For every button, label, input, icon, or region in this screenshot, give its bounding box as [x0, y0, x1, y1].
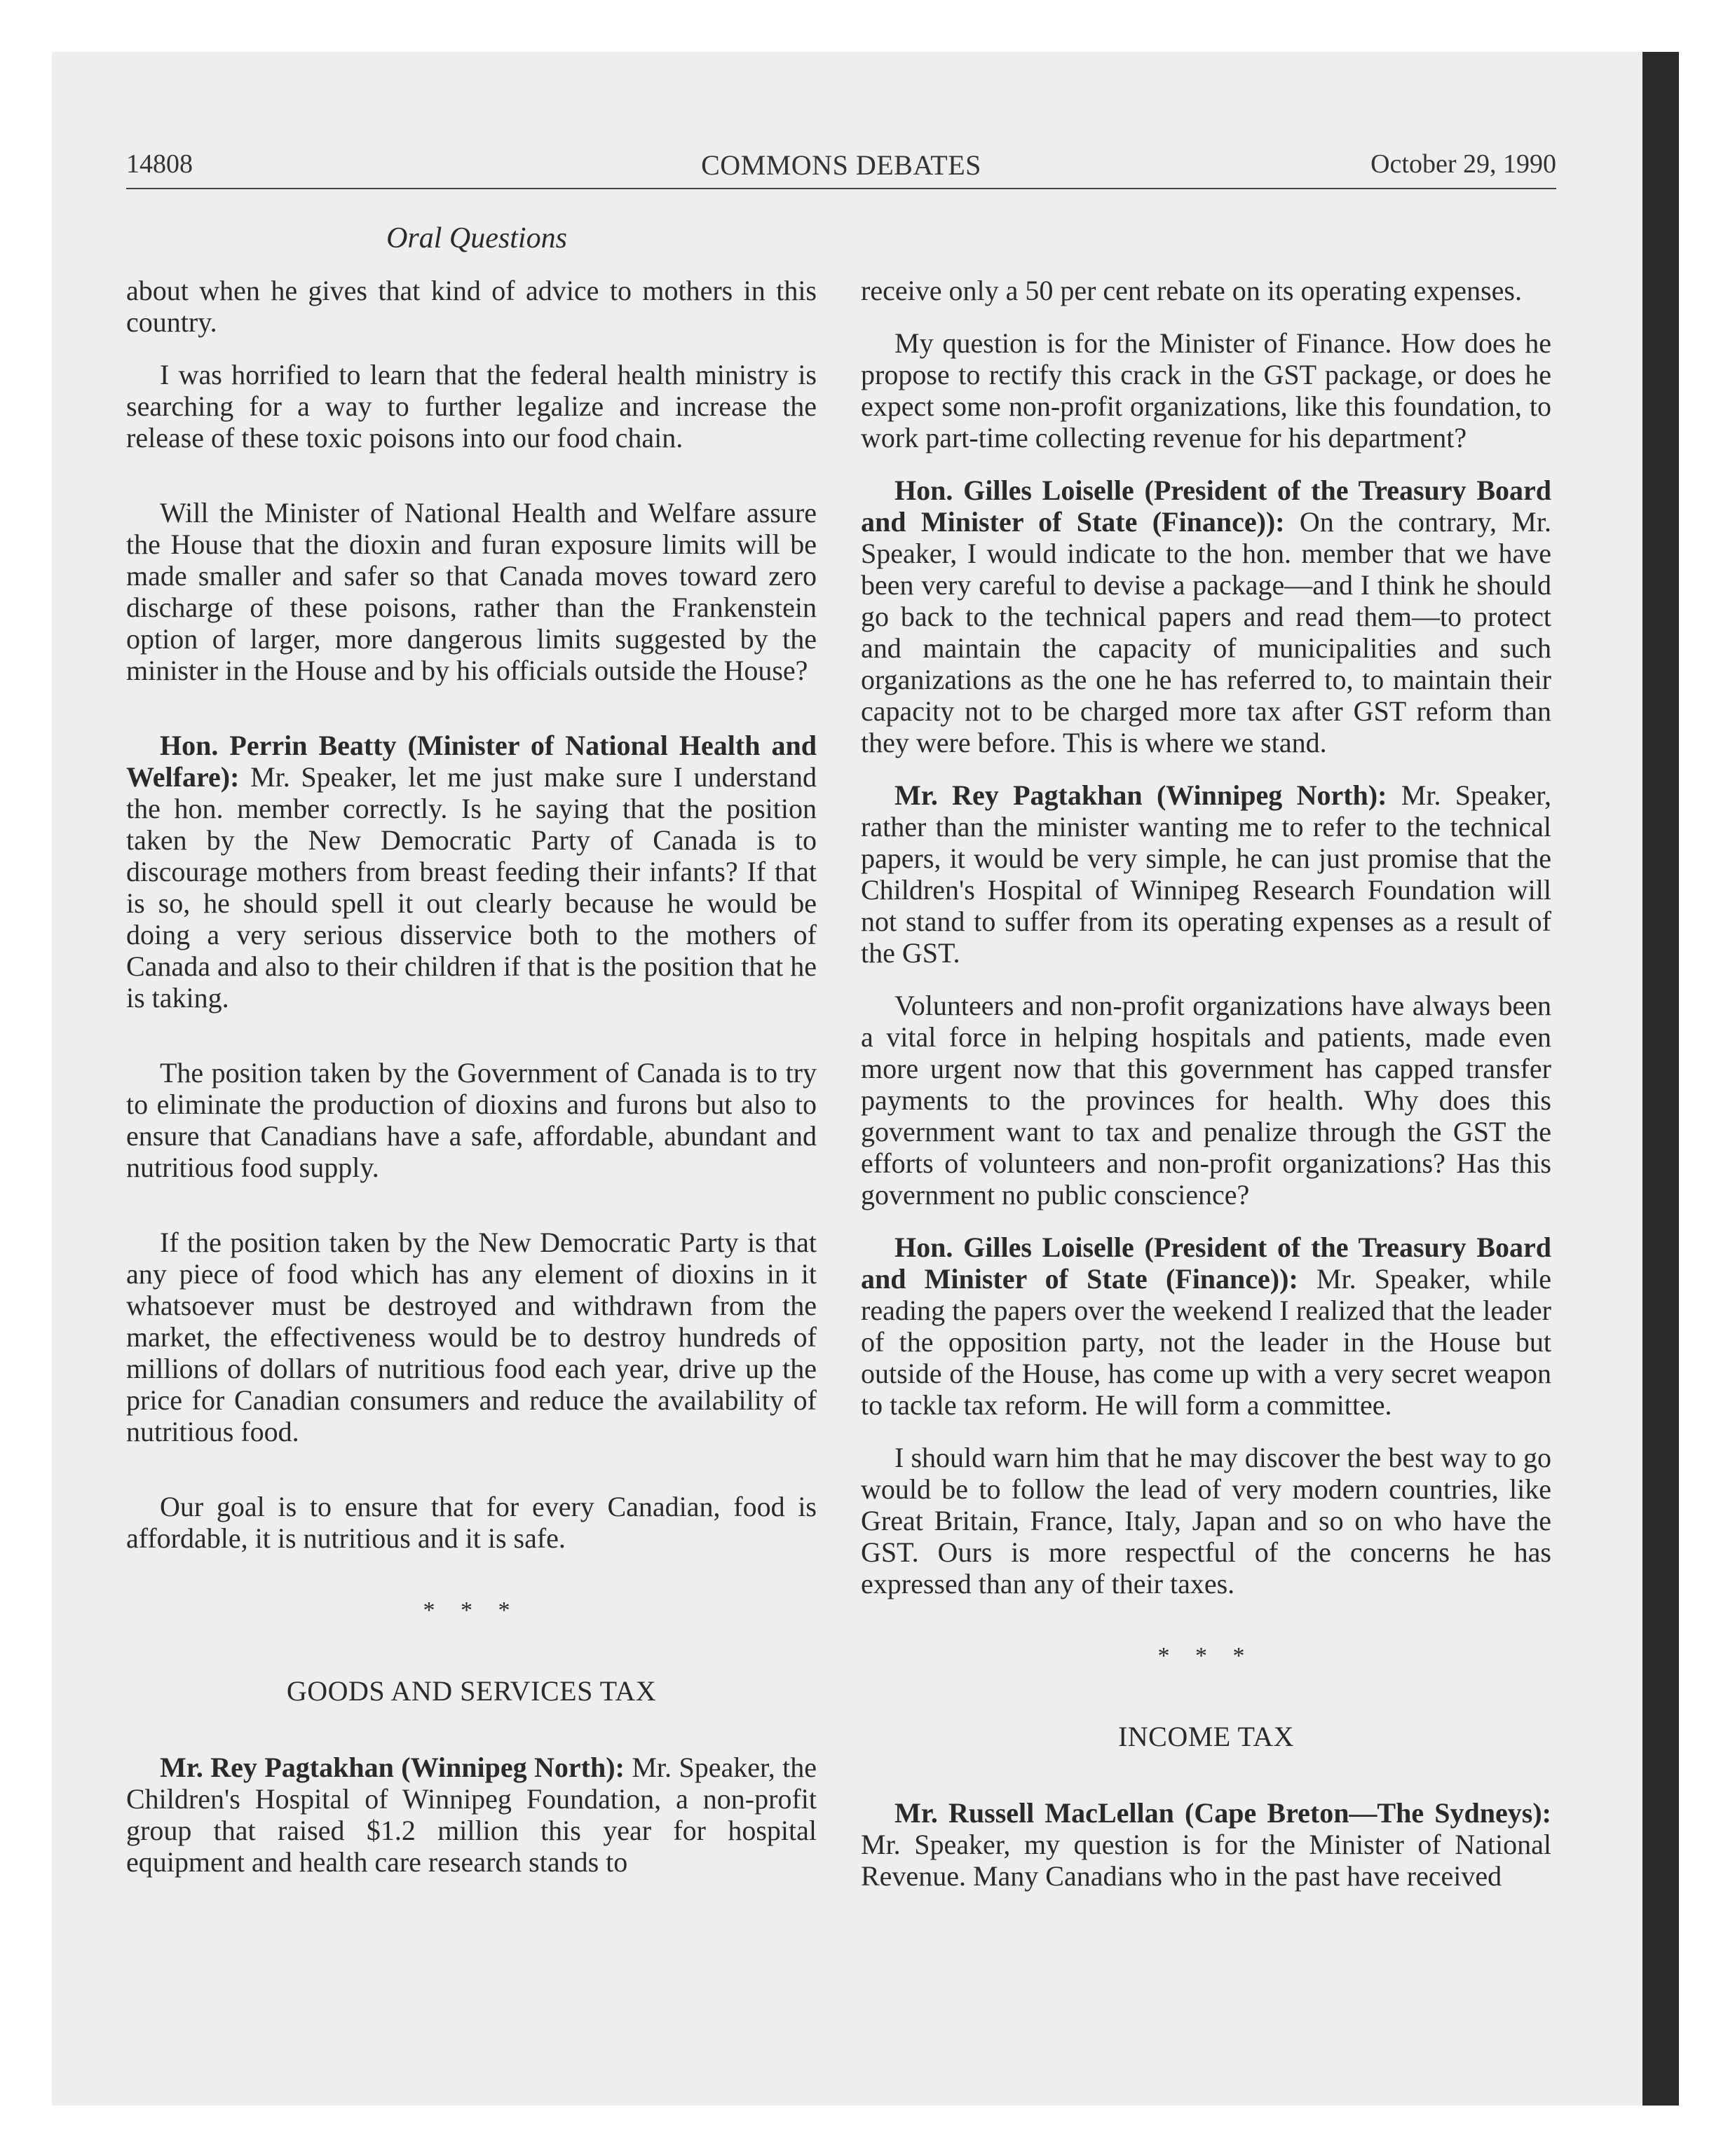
speaker-name: Hon. Gilles Loiselle (President of the Treasury Board and Minister of State (Finance)):: [861, 1231, 1551, 1295]
speaker-name: Hon. Gilles Loiselle (President of the Treasury Board and Minister of State (Finance)):: [861, 475, 1551, 538]
section-divider-stars: * * *: [1157, 1643, 1255, 1669]
paragraph: The position taken by the Government of Canada is to try to eliminate the production of dioxins and furons but also to ensure that Canadians have a safe, affordable, abundant and nutritious food supply.: [126, 1057, 817, 1183]
speech-paragraph: [861, 475, 1551, 758]
speech-text: Mr. Speaker, let me just make sure I understand the hon. member correctly. Is he saying that the position taken by the New Democratic Party of Canada is to discourage mothers from breast feeding their infants? If that is so, he should spell it out clearly because he would be doing a very serious disservice both to the mothers of Canada and also to their children if that is the position that he is taking.: [126, 761, 817, 1014]
paragraph: Our goal is to ensure that for every Canadian, food is affordable, it is nutritious and it is safe.: [126, 1491, 817, 1554]
paragraph: Will the Minister of National Health and Welfare assure the House that the dioxin and furan exposure limits will be made smaller and safer so that Canada moves toward zero discharge of these poisons, rather than the Frankenstein option of larger, more dangerous limits suggested by the minister in the House and by his officials outside the House?: [126, 497, 817, 686]
speaker-name: Hon. Perrin Beatty (Minister of National Health and Welfare):: [126, 730, 817, 793]
section-label: Oral Questions: [386, 222, 567, 254]
speaker-name: Mr. Rey Pagtakhan (Winnipeg North):: [160, 1752, 625, 1783]
paragraph: My question is for the Minister of Finance. How does he propose to rectify this crack in the GST package, or does he expect some non-profit organizations, like this foundation, to work part-time collecting revenue for his department?: [861, 327, 1551, 453]
speech-paragraph: [861, 1797, 1551, 1892]
paragraph: about when he gives that kind of advice to mothers in this country.: [126, 275, 817, 338]
section-heading: INCOME TAX: [1117, 1721, 1295, 1752]
scan-edge-bar: [1642, 52, 1679, 2106]
running-title: COMMONS DEBATES: [701, 149, 981, 181]
speech-paragraph: [861, 779, 1551, 969]
speech-paragraph: [126, 730, 817, 1014]
paragraph: I was horrified to learn that the federal health ministry is searching for a way to further legalize and increase the release of these toxic poisons into our food chain.: [126, 359, 817, 453]
page-header: [126, 149, 1556, 191]
section-divider-stars: * * *: [423, 1597, 520, 1623]
header-rule: [126, 188, 1556, 189]
speaker-name: Mr. Russell MacLellan (Cape Breton—The Sydneys):: [894, 1797, 1551, 1829]
paragraph: receive only a 50 per cent rebate on its operating expenses.: [861, 275, 1522, 306]
page-number: 14808: [126, 149, 193, 179]
speech-text: Mr. Speaker, rather than the minister wanting me to refer to the technical papers, it would be very simple, he can just promise that the Children's Hospital of Winnipeg Research Foundation will not stand to suffer from its operating expenses as a result of the GST.: [861, 779, 1551, 969]
speech-text: On the contrary, Mr. Speaker, I would indicate to the hon. member that we have been very careful to devise a package—and I think he should go back to the technical papers and read them—to protect and maintain the capacity of municipalities and such organizations as the one he has referred to, to maintain their capacity not to be charged more tax after GST reform than they were before. This is where we stand.: [861, 506, 1551, 758]
paragraph: If the position taken by the New Democratic Party is that any piece of food which has any element of dioxins in it whatsoever must be destroyed and withdrawn from the market, the effectiveness would be to destroy hundreds of millions of dollars of nutritious food each year, drive up the price for Canadian consumers and reduce the availability of nutritious food.: [126, 1227, 817, 1447]
speech-paragraph: [126, 1752, 817, 1878]
speaker-name: Mr. Rey Pagtakhan (Winnipeg North):: [894, 779, 1387, 811]
header-date: October 29, 1990: [1370, 149, 1556, 179]
speech-paragraph: [861, 1231, 1551, 1421]
paragraph: I should warn him that he may discover the best way to go would be to follow the lead of very modern countries, like Great Britain, France, Italy, Japan and so on who have the GST. Ours is more respectful of the concerns he has expressed than any of their taxes.: [861, 1442, 1551, 1599]
section-heading: GOODS AND SERVICES TAX: [286, 1675, 657, 1707]
speech-text: Mr. Speaker, my question is for the Minister of National Revenue. Many Canadians who in the past have received: [861, 1829, 1551, 1892]
paragraph: Volunteers and non-profit organizations have always been a vital force in helping hospitals and patients, made even more urgent now that this government has capped transfer payments to the provinces for health. Why does this government want to tax and penalize through the GST the efforts of volunteers and non-profit organizations? Has this government no public conscience?: [861, 990, 1551, 1210]
speech-text: Mr. Speaker, the Children's Hospital of Winnipeg Foundation, a non-profit group that raised $1.2 million this year for hospital equipment and health care research stands to: [126, 1752, 817, 1878]
left-column: [126, 275, 817, 1899]
right-column: [861, 275, 1551, 1913]
speech-text: Mr. Speaker, while reading the papers over the weekend I realized that the leader of the opposition party, not the leader in the House but outside of the House, has come up with a very secret weapon to tackle tax reform. He will form a committee.: [861, 1263, 1551, 1421]
